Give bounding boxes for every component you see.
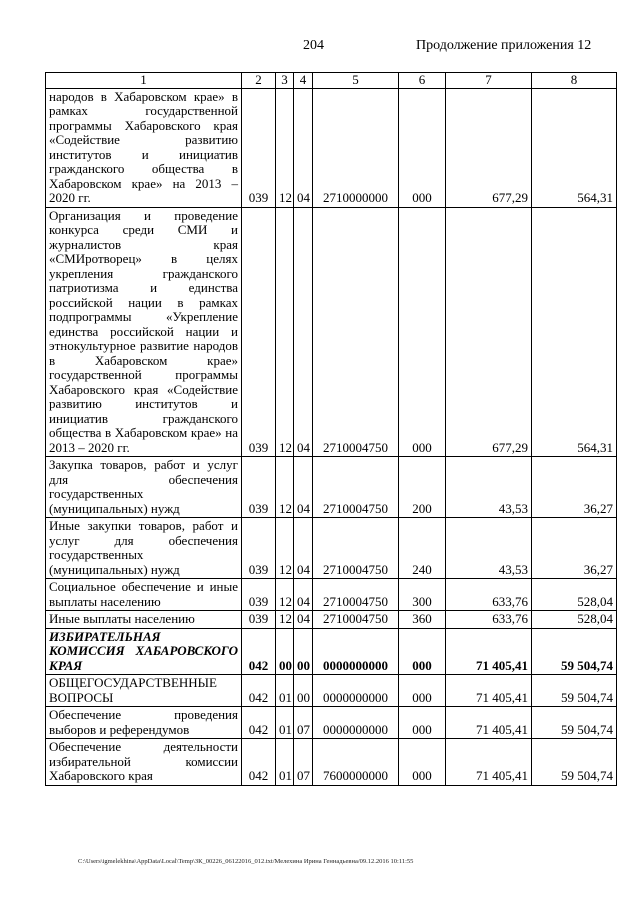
expense-type-cell: 000	[399, 207, 446, 457]
ministry-code-cell: 039	[242, 207, 276, 457]
appendix-continuation-label: Продолжение приложения 12	[416, 38, 592, 53]
target-article-cell: 2710000000	[313, 88, 399, 207]
ministry-code-cell: 039	[242, 611, 276, 629]
subsection-code-cell: 04	[294, 579, 313, 611]
ministry-code-cell: 042	[242, 628, 276, 675]
amount-year2-cell: 59 504,74	[532, 628, 617, 675]
table-row	[46, 611, 617, 629]
subsection-code-cell: 00	[294, 628, 313, 675]
expense-type-cell: 360	[399, 611, 446, 629]
subsection-code-cell: 07	[294, 739, 313, 786]
amount-year2-cell: 59 504,74	[532, 675, 617, 707]
table-row	[46, 579, 617, 611]
table-row	[46, 739, 617, 786]
amount-year1-cell: 677,29	[446, 207, 532, 457]
ministry-code-cell: 039	[242, 88, 276, 207]
document-path-footer: C:\Users\igmelekhina\AppData\Local\Temp\ЗК_00226_06122016_012.txt/Мелехина Ирина Геннадьевна/09.12.2016 10:11:55	[78, 858, 414, 865]
amount-year2-cell: 59 504,74	[532, 707, 617, 739]
row-name-cell: Организация и проведение конкурса среди СМИ и журналистов края «СМИротворец» в целях укрепления гражданского патриотизма и единства российской нации в рамках подпрограммы «Укрепление единства российской нации и этнокультурное развитие народов в Хабаровском крае» государственной программы Хабаровского края «Содействие развитию институтов и инициатив гражданского общества в Хабаровском крае» на 2013 – 2020 гг.	[46, 207, 242, 457]
table-row	[46, 628, 617, 675]
section-code-cell: 12	[276, 579, 294, 611]
row-name-cell: народов в Хабаровском крае» в рамках государственной программы Хабаровского края «Содействие развитию институтов и инициатив гражданского общества в Хабаровском крае» на 2013 – 2020 гг.	[46, 88, 242, 207]
column-header: 2	[242, 73, 276, 89]
column-header: 6	[399, 73, 446, 89]
subsection-code-cell: 00	[294, 675, 313, 707]
column-header: 3	[276, 73, 294, 89]
column-header: 7	[446, 73, 532, 89]
amount-year2-cell: 564,31	[532, 207, 617, 457]
column-header: 4	[294, 73, 313, 89]
amount-year1-cell: 633,76	[446, 579, 532, 611]
table-row	[46, 88, 617, 207]
section-code-cell: 01	[276, 675, 294, 707]
target-article-cell: 0000000000	[313, 675, 399, 707]
row-name-cell: ОБЩЕГОСУДАРСТВЕННЫЕ ВОПРОСЫ	[46, 675, 242, 707]
column-header: 5	[313, 73, 399, 89]
target-article-cell: 7600000000	[313, 739, 399, 786]
ministry-code-cell: 042	[242, 739, 276, 786]
row-name-cell: Закупка товаров, работ и услуг для обеспечения государственных (муниципальных) нужд	[46, 457, 242, 518]
expense-type-cell: 000	[399, 739, 446, 786]
amount-year2-cell: 528,04	[532, 611, 617, 629]
amount-year1-cell: 71 405,41	[446, 707, 532, 739]
ministry-code-cell: 042	[242, 707, 276, 739]
expense-type-cell: 240	[399, 518, 446, 579]
target-article-cell: 2710004750	[313, 518, 399, 579]
subsection-code-cell: 04	[294, 207, 313, 457]
budget-table	[45, 72, 617, 786]
section-code-cell: 12	[276, 518, 294, 579]
column-header: 8	[532, 73, 617, 89]
page-number: 204	[303, 38, 324, 53]
row-name-cell: Иные выплаты населению	[46, 611, 242, 629]
section-code-cell: 01	[276, 739, 294, 786]
ministry-code-cell: 039	[242, 457, 276, 518]
target-article-cell: 2710004750	[313, 579, 399, 611]
amount-year1-cell: 43,53	[446, 457, 532, 518]
section-code-cell: 01	[276, 707, 294, 739]
row-name-cell: ИЗБИРАТЕЛЬНАЯ КОМИССИЯ ХАБАРОВСКОГО КРАЯ	[46, 628, 242, 675]
ministry-code-cell: 039	[242, 518, 276, 579]
ministry-code-cell: 042	[242, 675, 276, 707]
expense-type-cell: 000	[399, 675, 446, 707]
subsection-code-cell: 07	[294, 707, 313, 739]
target-article-cell: 2710004750	[313, 611, 399, 629]
row-name-cell: Обеспечение деятельности избирательной комиссии Хабаровского края	[46, 739, 242, 786]
amount-year1-cell: 43,53	[446, 518, 532, 579]
target-article-cell: 2710004750	[313, 457, 399, 518]
target-article-cell: 0000000000	[313, 707, 399, 739]
amount-year2-cell: 528,04	[532, 579, 617, 611]
subsection-code-cell: 04	[294, 88, 313, 207]
amount-year2-cell: 36,27	[532, 457, 617, 518]
amount-year1-cell: 633,76	[446, 611, 532, 629]
amount-year1-cell: 71 405,41	[446, 739, 532, 786]
section-code-cell: 00	[276, 628, 294, 675]
target-article-cell: 0000000000	[313, 628, 399, 675]
expense-type-cell: 000	[399, 628, 446, 675]
amount-year2-cell: 36,27	[532, 518, 617, 579]
section-code-cell: 12	[276, 611, 294, 629]
row-name-cell: Социальное обеспечение и иные выплаты населению	[46, 579, 242, 611]
table-row	[46, 518, 617, 579]
amount-year1-cell: 71 405,41	[446, 628, 532, 675]
column-header: 1	[46, 73, 242, 89]
section-code-cell: 12	[276, 88, 294, 207]
row-name-cell: Иные закупки товаров, работ и услуг для обеспечения государственных (муниципальных) нужд	[46, 518, 242, 579]
table-row	[46, 707, 617, 739]
expense-type-cell: 200	[399, 457, 446, 518]
amount-year2-cell: 564,31	[532, 88, 617, 207]
amount-year1-cell: 677,29	[446, 88, 532, 207]
row-name-cell: Обеспечение проведения выборов и референдумов	[46, 707, 242, 739]
subsection-code-cell: 04	[294, 457, 313, 518]
section-code-cell: 12	[276, 207, 294, 457]
expense-type-cell: 300	[399, 579, 446, 611]
amount-year1-cell: 71 405,41	[446, 675, 532, 707]
ministry-code-cell: 039	[242, 579, 276, 611]
subsection-code-cell: 04	[294, 518, 313, 579]
expense-type-cell: 000	[399, 707, 446, 739]
table-row	[46, 675, 617, 707]
table-row	[46, 207, 617, 457]
table-header-row	[46, 73, 617, 89]
amount-year2-cell: 59 504,74	[532, 739, 617, 786]
expense-type-cell: 000	[399, 88, 446, 207]
section-code-cell: 12	[276, 457, 294, 518]
table-row	[46, 457, 617, 518]
target-article-cell: 2710004750	[313, 207, 399, 457]
subsection-code-cell: 04	[294, 611, 313, 629]
